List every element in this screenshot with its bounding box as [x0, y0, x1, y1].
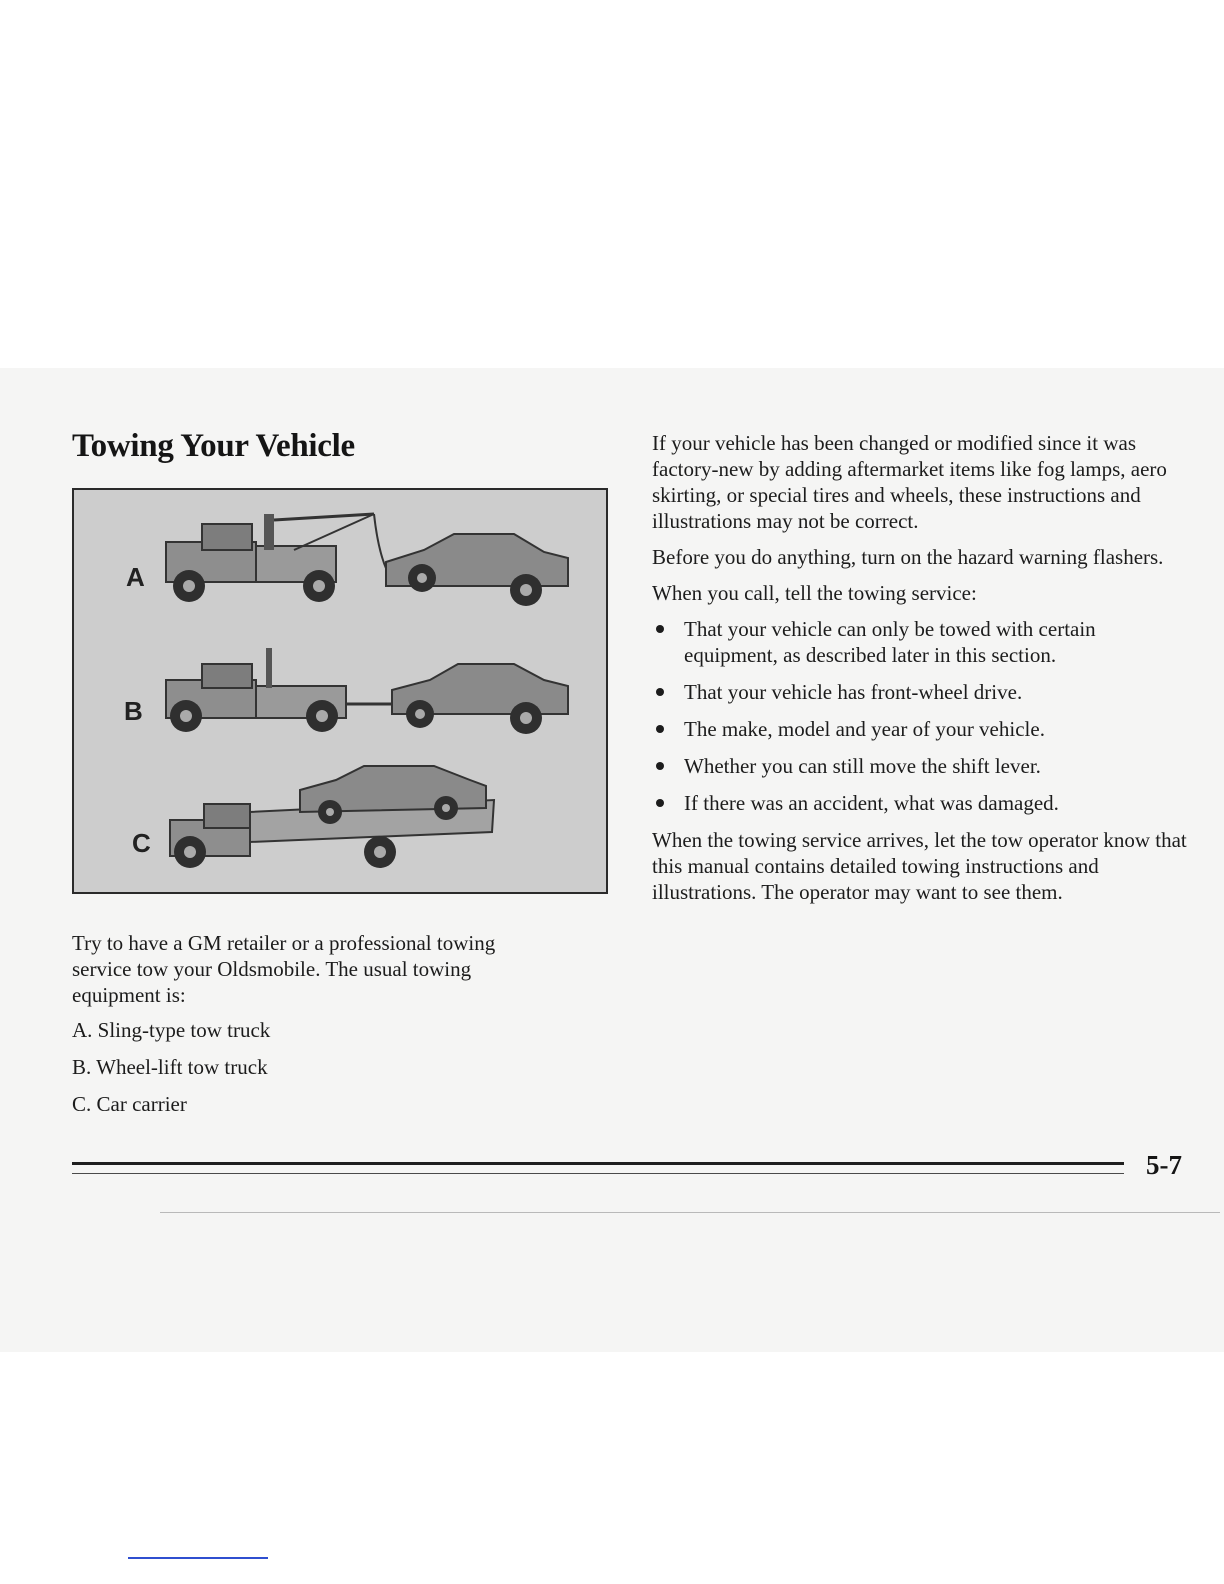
list-item-text: That your vehicle has front-wheel drive.	[684, 680, 1023, 704]
figure-label-a: A	[126, 562, 145, 592]
equipment-list	[72, 1017, 552, 1128]
equipment-item-b: B. Wheel-lift tow truck	[72, 1055, 268, 1079]
bottom-link-underline	[128, 1557, 268, 1559]
list-item	[652, 679, 1192, 705]
bullet-icon	[656, 688, 664, 696]
bullet-icon	[656, 762, 664, 770]
left-column	[72, 428, 612, 465]
footer-rule-thin	[72, 1173, 1124, 1174]
hazard-flashers-paragraph: Before you do anything, turn on the hazard warning flashers.	[652, 545, 1164, 569]
scan-artifact-line	[160, 1212, 1220, 1213]
list-item-text: If there was an accident, what was damaged.	[684, 791, 1059, 815]
equipment-item-c: C. Car carrier	[72, 1092, 187, 1116]
list-item-text: The make, model and year of your vehicle.	[684, 717, 1045, 741]
call-instructions-paragraph: When you call, tell the towing service:	[652, 581, 977, 605]
bullet-icon	[656, 625, 664, 633]
page-number: 5-7	[1146, 1150, 1182, 1180]
sling-tow-truck-drawing	[166, 514, 568, 606]
equipment-item-a: A. Sling-type tow truck	[72, 1018, 271, 1042]
towing-service-checklist	[652, 616, 1192, 816]
wheel-lift-truck-drawing	[166, 648, 568, 734]
car-carrier-drawing	[170, 766, 494, 868]
list-item	[652, 753, 1192, 779]
list-item-text: Whether you can still move the shift lever.	[684, 754, 1041, 778]
bullet-icon	[656, 799, 664, 807]
list-item	[652, 790, 1192, 816]
figure-label-c: C	[132, 828, 151, 858]
list-item	[652, 716, 1192, 742]
list-item	[652, 616, 1192, 668]
figure-label-b: B	[124, 696, 143, 726]
list-item-text: That your vehicle can only be towed with certain equipment, as described later in this section.	[684, 617, 1096, 667]
towing-intro-paragraph: Try to have a GM retailer or a professional towing service tow your Oldsmobile. The usual towing equipment is:	[72, 931, 496, 1007]
right-column	[652, 430, 1192, 915]
towing-illustration	[72, 488, 608, 894]
page-title: Towing Your Vehicle	[72, 428, 355, 464]
operator-note-paragraph: When the towing service arrives, let the tow operator know that this manual contains detailed towing instructions and illustrations. The operator may want to see them.	[652, 828, 1187, 904]
footer-rule	[72, 1162, 1124, 1165]
bullet-icon	[656, 725, 664, 733]
modification-warning-paragraph: If your vehicle has been changed or modified since it was factory-new by adding aftermarket items like fog lamps, aero skirting, or special tires and wheels, these instructions and illustrations may not be correct.	[652, 431, 1167, 533]
towing-illustration-svg	[74, 490, 606, 892]
